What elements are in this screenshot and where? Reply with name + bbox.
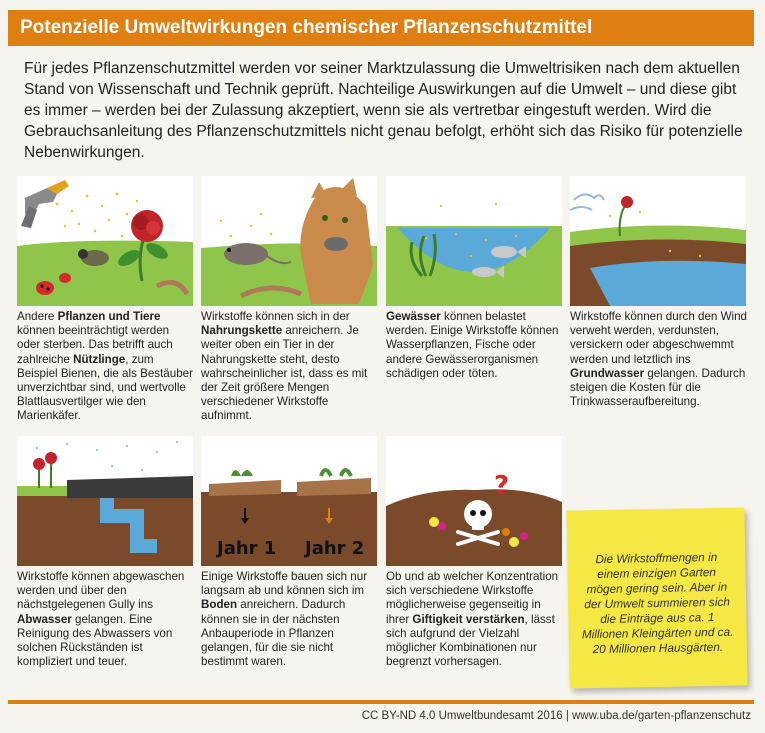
panel-text-groundwater: Wirkstoffe können durch den Wind verweht werden, verdunsten, versickern oder abgeschwemmt werden und letztlich ins Grundwasser gelangen. Dadurch steigen die Kosten für die Trinkwasseraufbereitung.: [570, 310, 748, 409]
year-1-label: Jahr 1: [217, 538, 277, 559]
panel-text-plants-animals: Andere Pflanzen und Tiere können beeinträchtigt werden oder sterben. Das betrifft auch zahlreiche Nützlinge, zum Beispiel Bienen, die als Bestäuber unverzichtbar sind, und wertvolle Blattlausvertilger wie den Marienkäfer.: [17, 310, 193, 423]
svg-text:?: ?: [494, 471, 510, 501]
intro-text: Für jedes Pflanzenschutzmittel werden vor seiner Marktzulassung die Umweltrisiken nach dem aktuellen Stand von Wissenschaft und Technik geprüft. Nachteilige Auswirkungen auf die Umwelt – und diese gibt es immer – werden bei der Zulassung akzeptiert, wenn sie als vertretbar eingestuft werden. Wird die Gebrauchsanleitung des Pflanzenschutzmittels nicht genau befolgt, erhöht sich das Risiko für potenzielle Nebenwirkungen.: [24, 60, 743, 161]
sticky-note: [566, 507, 747, 688]
illustration-sewage: [17, 436, 193, 566]
page-title: Potenzielle Umweltwirkungen chemischer Pflanzenschutzmittel: [20, 17, 593, 38]
year-2-label: Jahr 2: [305, 538, 365, 559]
panel-text-soil: Einige Wirkstoffe bauen sich nur langsam ab und können sich im Boden anreichern. Dadurch können sie in der nächsten Anbauperiode in Pflanzen gelangen, für die sie nicht bestimmt waren.: [201, 570, 368, 669]
panel-text-food-chain: Wirkstoffe können sich in der Nahrungskette anreichern. Je weiter oben ein Tier in der Nahrungskette steht, desto wahrscheinlicher ist, dass es mit der Zeit größere Mengen verschiedener Wirkstoffe aufnimmt.: [201, 310, 368, 423]
footer-divider: [8, 700, 754, 704]
title-bar: [8, 10, 754, 46]
illustration-plants-animals: [17, 176, 193, 306]
illustration-toxicity: [386, 436, 562, 566]
panel-text-sewage: Wirkstoffe können abgewaschen werden und über den nächstgelegenen Gully ins Abwasser gelangen. Eine Reinigung des Abwassers von solchen Rückständen ist kompliziert und teuer.: [17, 570, 185, 669]
illustration-groundwater: [570, 176, 746, 306]
illustration-food-chain: [201, 176, 377, 306]
panel-text-waters: Gewässer können belastet werden. Einige Wirkstoffe können Wasserpflanzen, Fische oder andere Gewässerorganismen schädigen oder töten.: [386, 310, 559, 380]
illustration-soil: [201, 436, 377, 566]
footer-credit: CC BY-ND 4.0 Umweltbundesamt 2016 | www.uba.de/garten-pflanzenschutz: [361, 710, 751, 722]
panel-text-toxicity: Ob und ab welcher Konzentration sich verschiedene Wirkstoffe möglicherweise gegenseitig in ihrer Giftigkeit verstärken, lässt sich aufgrund der Vielzahl möglicher Kombinationen nur begrenzt vorhersagen.: [386, 570, 559, 669]
sticky-note-text: Die Wirkstoffmengen in einem einzigen Garten mögen gering sein. Aber in der Umwelt summieren sich die Einträge aus ca. 1 Millionen Kleingärten und ca. 20 Millionen Hausgärten.: [581, 549, 734, 657]
illustration-waters: [386, 176, 562, 306]
